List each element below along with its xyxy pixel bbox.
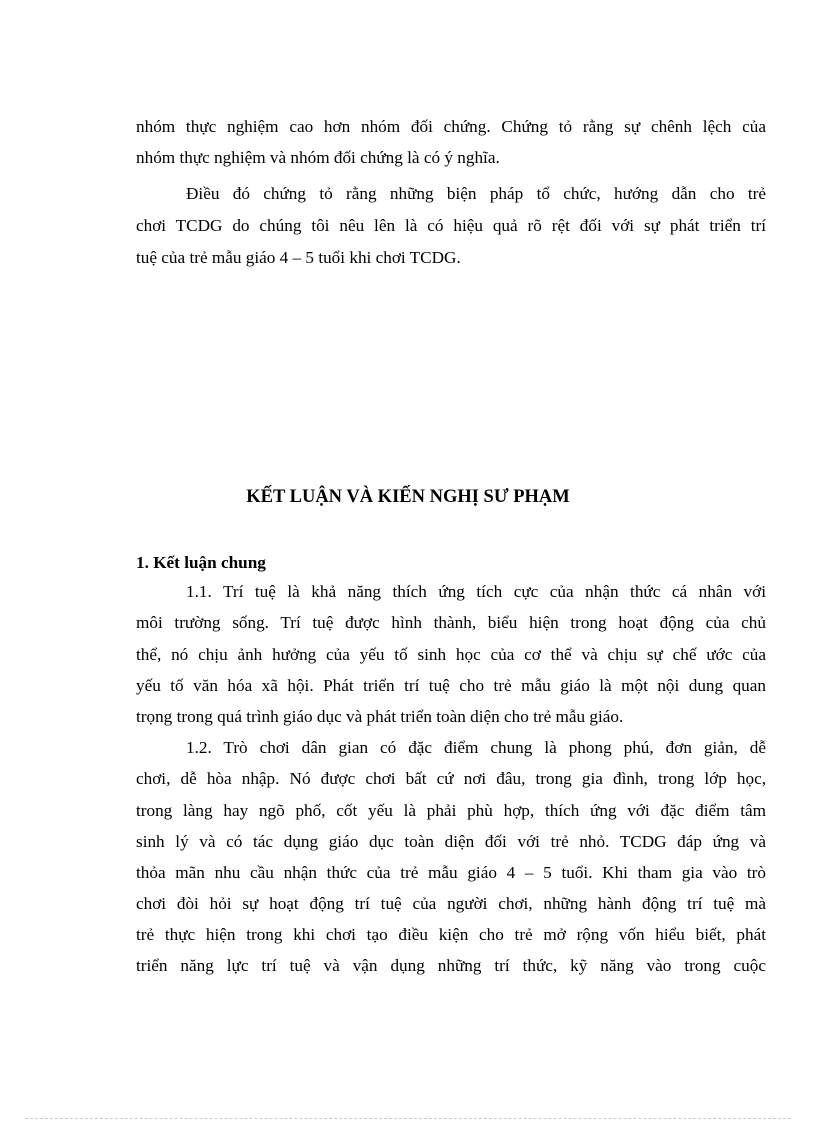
paragraph-line: 1.1. Trí tuệ là khả năng thích ứng tích cực của nhận thức cá nhân với [186, 582, 766, 601]
subsection-title: 1. Kết luận chung [136, 553, 266, 572]
paragraph-line: triển năng lực trí tuệ và vận dụng những trí thức, kỹ năng vào trong cuộc [136, 956, 766, 975]
paragraph-line: tuệ của trẻ mẫu giáo 4 – 5 tuổi khi chơi TCDG. [136, 248, 461, 267]
paragraph-line: nhóm thực nghiệm và nhóm đối chứng là có ý nghĩa. [136, 148, 500, 167]
paragraph-line: 1.2. Trò chơi dân gian có đặc điểm chung là phong phú, đơn giản, dễ [186, 738, 766, 757]
paragraph-line: chơi, dễ hòa nhập. Nó được chơi bất cứ nơi đâu, trong gia đình, trong lớp học, [136, 769, 766, 788]
paragraph-line: chơi đòi hỏi sự hoạt động trí tuệ của người chơi, những hành động trí tuệ mà [136, 894, 766, 913]
paragraph-line: môi trường sống. Trí tuệ được hình thành, biểu hiện trong hoạt động của chủ [136, 613, 766, 632]
paragraph-line: trong làng hay ngõ phố, cốt yếu là phải phù hợp, thích ứng với đặc điểm tâm [136, 801, 766, 820]
paragraph-line: trọng trong quá trình giáo dục và phát triển toàn diện cho trẻ mẫu giáo. [136, 707, 624, 726]
paragraph-line: sinh lý và có tác dụng giáo dục toàn diện đối với trẻ nhỏ. TCDG đáp ứng và [136, 832, 766, 851]
page-bottom-divider [25, 1118, 791, 1119]
paragraph-line: yếu tố văn hóa xã hội. Phát triển trí tuệ cho trẻ mẫu giáo là một nội dung quan [136, 676, 766, 695]
paragraph-line: Điều đó chứng tỏ rằng những biện pháp tổ chức, hướng dẫn cho trẻ [186, 184, 766, 203]
paragraph-line: thỏa mãn nhu cầu nhận thức của trẻ mẫu giáo 4 – 5 tuổi. Khi tham gia vào trò [136, 863, 766, 882]
paragraph-line: chơi TCDG do chúng tôi nêu lên là có hiệu quả rõ rệt đối với sự phát triển trí [136, 216, 766, 235]
paragraph-line: nhóm thực nghiệm cao hơn nhóm đối chứng. Chứng tỏ rằng sự chênh lệch của [136, 117, 766, 136]
paragraph-line: thể, nó chịu ảnh hưởng của yếu tố sinh học của cơ thể và chịu sự chế ước của [136, 645, 766, 664]
section-title: KẾT LUẬN VÀ KIẾN NGHỊ SƯ PHẠM [246, 487, 570, 507]
paragraph-line: trẻ thực hiện trong khi chơi tạo điều kiện cho trẻ mở rộng vốn hiểu biết, phát [136, 925, 766, 944]
